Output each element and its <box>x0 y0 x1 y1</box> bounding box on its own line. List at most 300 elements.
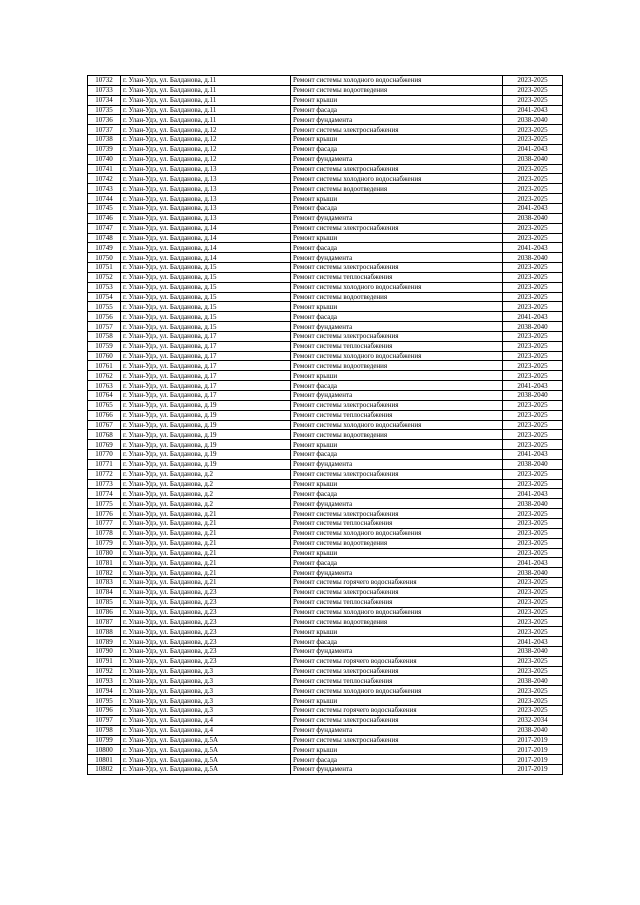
id-cell: 10741 <box>88 164 121 174</box>
address-cell: г. Улан-Удэ, ул. Балданова, д.19 <box>121 410 291 420</box>
table-row <box>88 558 563 568</box>
table-row <box>88 450 563 460</box>
table-row <box>88 509 563 519</box>
address-cell: г. Улан-Удэ, ул. Балданова, д.19 <box>121 420 291 430</box>
table-row <box>88 430 563 440</box>
table-row <box>88 459 563 469</box>
period-cell: 2023-2025 <box>503 627 563 637</box>
address-cell: г. Улан-Удэ, ул. Балданова, д.21 <box>121 528 291 538</box>
period-cell: 2038-2040 <box>503 391 563 401</box>
table-row <box>88 706 563 716</box>
period-cell: 2023-2025 <box>503 233 563 243</box>
period-cell: 2017-2019 <box>503 755 563 765</box>
work-type-cell: Ремонт системы водоотведения <box>291 430 503 440</box>
address-cell: г. Улан-Удэ, ул. Балданова, д.13 <box>121 203 291 213</box>
id-cell: 10784 <box>88 587 121 597</box>
table-row <box>88 263 563 273</box>
address-cell: г. Улан-Удэ, ул. Балданова, д.12 <box>121 154 291 164</box>
address-cell: г. Улан-Удэ, ул. Балданова, д.14 <box>121 253 291 263</box>
table-row <box>88 164 563 174</box>
table-row <box>88 312 563 322</box>
address-cell: г. Улан-Удэ, ул. Балданова, д.17 <box>121 351 291 361</box>
id-cell: 10785 <box>88 597 121 607</box>
id-cell: 10768 <box>88 430 121 440</box>
work-type-cell: Ремонт системы теплоснабжения <box>291 272 503 282</box>
period-cell: 2041-2043 <box>503 489 563 499</box>
table-row <box>88 76 563 86</box>
id-cell: 10790 <box>88 646 121 656</box>
table-row <box>88 282 563 292</box>
address-cell: г. Улан-Удэ, ул. Балданова, д.21 <box>121 518 291 528</box>
period-cell: 2023-2025 <box>503 686 563 696</box>
id-cell: 10776 <box>88 509 121 519</box>
id-cell: 10747 <box>88 223 121 233</box>
period-cell: 2038-2040 <box>503 459 563 469</box>
work-type-cell: Ремонт системы водоотведения <box>291 617 503 627</box>
address-cell: г. Улан-Удэ, ул. Балданова, д.15 <box>121 322 291 332</box>
address-cell: г. Улан-Удэ, ул. Балданова, д.23 <box>121 646 291 656</box>
work-type-cell: Ремонт фундамента <box>291 322 503 332</box>
address-cell: г. Улан-Удэ, ул. Балданова, д.13 <box>121 213 291 223</box>
id-cell: 10772 <box>88 469 121 479</box>
period-cell: 2032-2034 <box>503 715 563 725</box>
id-cell: 10764 <box>88 391 121 401</box>
table-row <box>88 617 563 627</box>
table-row <box>88 223 563 233</box>
work-type-cell: Ремонт системы холодного водоснабжения <box>291 607 503 617</box>
address-cell: г. Улан-Удэ, ул. Балданова, д.17 <box>121 371 291 381</box>
period-cell: 2023-2025 <box>503 479 563 489</box>
period-cell: 2023-2025 <box>503 607 563 617</box>
id-cell: 10779 <box>88 538 121 548</box>
id-cell: 10801 <box>88 755 121 765</box>
work-type-cell: Ремонт системы водоотведения <box>291 538 503 548</box>
id-cell: 10791 <box>88 656 121 666</box>
id-cell: 10780 <box>88 548 121 558</box>
address-cell: г. Улан-Удэ, ул. Балданова, д.15 <box>121 263 291 273</box>
work-type-cell: Ремонт фундамента <box>291 213 503 223</box>
table-row <box>88 765 563 775</box>
table-row <box>88 85 563 95</box>
period-cell: 2041-2043 <box>503 637 563 647</box>
address-cell: г. Улан-Удэ, ул. Балданова, д.5А <box>121 765 291 775</box>
work-type-cell: Ремонт крыши <box>291 627 503 637</box>
work-type-cell: Ремонт системы электроснабжения <box>291 125 503 135</box>
work-type-cell: Ремонт системы электроснабжения <box>291 666 503 676</box>
table-row <box>88 391 563 401</box>
table-row <box>88 735 563 745</box>
work-type-cell: Ремонт системы холодного водоснабжения <box>291 282 503 292</box>
work-type-cell: Ремонт системы электроснабжения <box>291 469 503 479</box>
table-row <box>88 253 563 263</box>
period-cell: 2017-2019 <box>503 765 563 775</box>
address-cell: г. Улан-Удэ, ул. Балданова, д.4 <box>121 715 291 725</box>
address-cell: г. Улан-Удэ, ул. Балданова, д.21 <box>121 578 291 588</box>
work-type-cell: Ремонт системы электроснабжения <box>291 735 503 745</box>
address-cell: г. Улан-Удэ, ул. Балданова, д.23 <box>121 627 291 637</box>
address-cell: г. Улан-Удэ, ул. Балданова, д.23 <box>121 597 291 607</box>
id-cell: 10781 <box>88 558 121 568</box>
address-cell: г. Улан-Удэ, ул. Балданова, д.13 <box>121 174 291 184</box>
period-cell: 2023-2025 <box>503 361 563 371</box>
address-cell: г. Улан-Удэ, ул. Балданова, д.5А <box>121 735 291 745</box>
period-cell: 2023-2025 <box>503 95 563 105</box>
id-cell: 10733 <box>88 85 121 95</box>
table-row <box>88 715 563 725</box>
work-type-cell: Ремонт системы электроснабжения <box>291 715 503 725</box>
period-cell: 2038-2040 <box>503 646 563 656</box>
table-row <box>88 479 563 489</box>
work-type-cell: Ремонт фасада <box>291 312 503 322</box>
id-cell: 10792 <box>88 666 121 676</box>
table-row <box>88 656 563 666</box>
address-cell: г. Улан-Удэ, ул. Балданова, д.15 <box>121 312 291 322</box>
work-type-cell: Ремонт системы холодного водоснабжения <box>291 528 503 538</box>
work-type-cell: Ремонт системы горячего водоснабжения <box>291 706 503 716</box>
address-cell: г. Улан-Удэ, ул. Балданова, д.23 <box>121 607 291 617</box>
address-cell: г. Улан-Удэ, ул. Балданова, д.15 <box>121 272 291 282</box>
period-cell: 2038-2040 <box>503 115 563 125</box>
work-type-cell: Ремонт фундамента <box>291 253 503 263</box>
period-cell: 2041-2043 <box>503 558 563 568</box>
table-row <box>88 194 563 204</box>
table-row <box>88 646 563 656</box>
table-row <box>88 135 563 145</box>
period-cell: 2023-2025 <box>503 548 563 558</box>
work-type-cell: Ремонт системы холодного водоснабжения <box>291 174 503 184</box>
work-type-cell: Ремонт системы теплоснабжения <box>291 341 503 351</box>
address-cell: г. Улан-Удэ, ул. Балданова, д.23 <box>121 617 291 627</box>
table-row <box>88 292 563 302</box>
period-cell: 2038-2040 <box>503 568 563 578</box>
table-row <box>88 686 563 696</box>
table-row <box>88 154 563 164</box>
table-row <box>88 105 563 115</box>
address-cell: г. Улан-Удэ, ул. Балданова, д.21 <box>121 548 291 558</box>
id-cell: 10742 <box>88 174 121 184</box>
id-cell: 10760 <box>88 351 121 361</box>
id-cell: 10799 <box>88 735 121 745</box>
period-cell: 2023-2025 <box>503 331 563 341</box>
table-row <box>88 469 563 479</box>
id-cell: 10802 <box>88 765 121 775</box>
work-type-cell: Ремонт системы электроснабжения <box>291 331 503 341</box>
period-cell: 2023-2025 <box>503 706 563 716</box>
period-cell: 2038-2040 <box>503 154 563 164</box>
id-cell: 10794 <box>88 686 121 696</box>
work-type-cell: Ремонт системы холодного водоснабжения <box>291 686 503 696</box>
period-cell: 2023-2025 <box>503 223 563 233</box>
work-type-cell: Ремонт фундамента <box>291 568 503 578</box>
work-type-cell: Ремонт фундамента <box>291 459 503 469</box>
work-type-cell: Ремонт системы электроснабжения <box>291 509 503 519</box>
address-cell: г. Улан-Удэ, ул. Балданова, д.14 <box>121 243 291 253</box>
address-cell: г. Улан-Удэ, ул. Балданова, д.13 <box>121 194 291 204</box>
id-cell: 10796 <box>88 706 121 716</box>
table-row <box>88 322 563 332</box>
address-cell: г. Улан-Удэ, ул. Балданова, д.2 <box>121 499 291 509</box>
id-cell: 10787 <box>88 617 121 627</box>
id-cell: 10797 <box>88 715 121 725</box>
work-type-cell: Ремонт крыши <box>291 95 503 105</box>
address-cell: г. Улан-Удэ, ул. Балданова, д.17 <box>121 341 291 351</box>
period-cell: 2023-2025 <box>503 85 563 95</box>
work-type-cell: Ремонт фундамента <box>291 154 503 164</box>
work-type-cell: Ремонт фасада <box>291 105 503 115</box>
address-cell: г. Улан-Удэ, ул. Балданова, д.12 <box>121 125 291 135</box>
id-cell: 10762 <box>88 371 121 381</box>
work-type-cell: Ремонт крыши <box>291 135 503 145</box>
id-cell: 10769 <box>88 440 121 450</box>
work-type-cell: Ремонт крыши <box>291 440 503 450</box>
address-cell: г. Улан-Удэ, ул. Балданова, д.11 <box>121 95 291 105</box>
id-cell: 10738 <box>88 135 121 145</box>
address-cell: г. Улан-Удэ, ул. Балданова, д.19 <box>121 440 291 450</box>
table-row <box>88 410 563 420</box>
table-row <box>88 174 563 184</box>
address-cell: г. Улан-Удэ, ул. Балданова, д.2 <box>121 489 291 499</box>
work-type-cell: Ремонт крыши <box>291 371 503 381</box>
period-cell: 2023-2025 <box>503 528 563 538</box>
address-cell: г. Улан-Удэ, ул. Балданова, д.12 <box>121 144 291 154</box>
period-cell: 2023-2025 <box>503 371 563 381</box>
table-row <box>88 302 563 312</box>
period-cell: 2038-2040 <box>503 676 563 686</box>
address-cell: г. Улан-Удэ, ул. Балданова, д.21 <box>121 568 291 578</box>
work-type-cell: Ремонт системы холодного водоснабжения <box>291 420 503 430</box>
address-cell: г. Улан-Удэ, ул. Балданова, д.2 <box>121 479 291 489</box>
period-cell: 2023-2025 <box>503 509 563 519</box>
address-cell: г. Улан-Удэ, ул. Балданова, д.19 <box>121 459 291 469</box>
period-cell: 2023-2025 <box>503 696 563 706</box>
table-row <box>88 233 563 243</box>
period-cell: 2023-2025 <box>503 341 563 351</box>
id-cell: 10786 <box>88 607 121 617</box>
address-cell: г. Улан-Удэ, ул. Балданова, д.19 <box>121 450 291 460</box>
work-type-cell: Ремонт фасада <box>291 450 503 460</box>
table-row <box>88 420 563 430</box>
table-row <box>88 144 563 154</box>
id-cell: 10759 <box>88 341 121 351</box>
period-cell: 2023-2025 <box>503 76 563 86</box>
id-cell: 10770 <box>88 450 121 460</box>
work-type-cell: Ремонт крыши <box>291 745 503 755</box>
id-cell: 10756 <box>88 312 121 322</box>
work-type-cell: Ремонт фундамента <box>291 115 503 125</box>
work-type-cell: Ремонт системы холодного водоснабжения <box>291 76 503 86</box>
work-type-cell: Ремонт фасада <box>291 381 503 391</box>
id-cell: 10782 <box>88 568 121 578</box>
id-cell: 10789 <box>88 637 121 647</box>
period-cell: 2023-2025 <box>503 410 563 420</box>
period-cell: 2023-2025 <box>503 135 563 145</box>
table-row <box>88 243 563 253</box>
work-type-cell: Ремонт фасада <box>291 637 503 647</box>
id-cell: 10749 <box>88 243 121 253</box>
address-cell: г. Улан-Удэ, ул. Балданова, д.17 <box>121 381 291 391</box>
work-type-cell: Ремонт фасада <box>291 243 503 253</box>
period-cell: 2023-2025 <box>503 420 563 430</box>
period-cell: 2041-2043 <box>503 312 563 322</box>
table-row <box>88 518 563 528</box>
address-cell: г. Улан-Удэ, ул. Балданова, д.21 <box>121 509 291 519</box>
period-cell: 2023-2025 <box>503 302 563 312</box>
work-type-cell: Ремонт системы теплоснабжения <box>291 518 503 528</box>
id-cell: 10793 <box>88 676 121 686</box>
work-type-cell: Ремонт фасада <box>291 755 503 765</box>
table-row <box>88 341 563 351</box>
id-cell: 10754 <box>88 292 121 302</box>
address-cell: г. Улан-Удэ, ул. Балданова, д.3 <box>121 686 291 696</box>
table-row <box>88 213 563 223</box>
work-type-cell: Ремонт системы водоотведения <box>291 361 503 371</box>
table-row <box>88 568 563 578</box>
work-type-cell: Ремонт системы электроснабжения <box>291 400 503 410</box>
id-cell: 10743 <box>88 184 121 194</box>
table-row <box>88 489 563 499</box>
period-cell: 2023-2025 <box>503 125 563 135</box>
address-cell: г. Улан-Удэ, ул. Балданова, д.23 <box>121 637 291 647</box>
work-type-cell: Ремонт системы теплоснабжения <box>291 597 503 607</box>
id-cell: 10783 <box>88 578 121 588</box>
id-cell: 10736 <box>88 115 121 125</box>
id-cell: 10746 <box>88 213 121 223</box>
id-cell: 10758 <box>88 331 121 341</box>
address-cell: г. Улан-Удэ, ул. Балданова, д.17 <box>121 331 291 341</box>
id-cell: 10798 <box>88 725 121 735</box>
table-row <box>88 676 563 686</box>
id-cell: 10744 <box>88 194 121 204</box>
table-row <box>88 755 563 765</box>
period-cell: 2023-2025 <box>503 666 563 676</box>
period-cell: 2038-2040 <box>503 253 563 263</box>
table-row <box>88 548 563 558</box>
address-cell: г. Улан-Удэ, ул. Балданова, д.3 <box>121 706 291 716</box>
work-type-cell: Ремонт крыши <box>291 194 503 204</box>
table-row <box>88 184 563 194</box>
period-cell: 2041-2043 <box>503 144 563 154</box>
id-cell: 10752 <box>88 272 121 282</box>
period-cell: 2023-2025 <box>503 272 563 282</box>
period-cell: 2023-2025 <box>503 587 563 597</box>
work-type-cell: Ремонт фасада <box>291 489 503 499</box>
work-type-cell: Ремонт системы горячего водоснабжения <box>291 578 503 588</box>
address-cell: г. Улан-Удэ, ул. Балданова, д.21 <box>121 538 291 548</box>
work-type-cell: Ремонт фундамента <box>291 725 503 735</box>
period-cell: 2023-2025 <box>503 597 563 607</box>
id-cell: 10775 <box>88 499 121 509</box>
id-cell: 10771 <box>88 459 121 469</box>
address-cell: г. Улан-Удэ, ул. Балданова, д.21 <box>121 558 291 568</box>
work-type-cell: Ремонт фасада <box>291 558 503 568</box>
table-row <box>88 637 563 647</box>
table-row <box>88 203 563 213</box>
id-cell: 10777 <box>88 518 121 528</box>
period-cell: 2023-2025 <box>503 578 563 588</box>
address-cell: г. Улан-Удэ, ул. Балданова, д.19 <box>121 400 291 410</box>
work-type-cell: Ремонт фасада <box>291 203 503 213</box>
period-cell: 2023-2025 <box>503 164 563 174</box>
period-cell: 2023-2025 <box>503 292 563 302</box>
period-cell: 2023-2025 <box>503 174 563 184</box>
table-row <box>88 499 563 509</box>
address-cell: г. Улан-Удэ, ул. Балданова, д.23 <box>121 587 291 597</box>
table-row <box>88 361 563 371</box>
id-cell: 10763 <box>88 381 121 391</box>
period-cell: 2023-2025 <box>503 538 563 548</box>
table-row <box>88 440 563 450</box>
period-cell: 2023-2025 <box>503 430 563 440</box>
id-cell: 10739 <box>88 144 121 154</box>
period-cell: 2041-2043 <box>503 203 563 213</box>
period-cell: 2023-2025 <box>503 194 563 204</box>
work-type-cell: Ремонт системы электроснабжения <box>291 164 503 174</box>
id-cell: 10737 <box>88 125 121 135</box>
table-row <box>88 381 563 391</box>
table-row <box>88 607 563 617</box>
address-cell: г. Улан-Удэ, ул. Балданова, д.11 <box>121 76 291 86</box>
table-row <box>88 696 563 706</box>
work-type-cell: Ремонт системы электроснабжения <box>291 263 503 273</box>
work-type-cell: Ремонт системы водоотведения <box>291 292 503 302</box>
period-cell: 2023-2025 <box>503 184 563 194</box>
period-cell: 2041-2043 <box>503 381 563 391</box>
period-cell: 2038-2040 <box>503 499 563 509</box>
table-row <box>88 125 563 135</box>
work-type-cell: Ремонт крыши <box>291 302 503 312</box>
work-type-cell: Ремонт системы теплоснабжения <box>291 676 503 686</box>
address-cell: г. Улан-Удэ, ул. Балданова, д.11 <box>121 105 291 115</box>
period-cell: 2023-2025 <box>503 518 563 528</box>
address-cell: г. Улан-Удэ, ул. Балданова, д.13 <box>121 164 291 174</box>
table-row <box>88 351 563 361</box>
id-cell: 10774 <box>88 489 121 499</box>
table-row <box>88 597 563 607</box>
work-type-cell: Ремонт системы водоотведения <box>291 85 503 95</box>
id-cell: 10778 <box>88 528 121 538</box>
work-type-cell: Ремонт фасада <box>291 144 503 154</box>
table-row <box>88 745 563 755</box>
period-cell: 2038-2040 <box>503 725 563 735</box>
table-row <box>88 272 563 282</box>
table-row <box>88 371 563 381</box>
address-cell: г. Улан-Удэ, ул. Балданова, д.15 <box>121 292 291 302</box>
period-cell: 2041-2043 <box>503 105 563 115</box>
period-cell: 2038-2040 <box>503 213 563 223</box>
table-row <box>88 400 563 410</box>
period-cell: 2023-2025 <box>503 400 563 410</box>
id-cell: 10755 <box>88 302 121 312</box>
id-cell: 10750 <box>88 253 121 263</box>
address-cell: г. Улан-Удэ, ул. Балданова, д.12 <box>121 135 291 145</box>
id-cell: 10753 <box>88 282 121 292</box>
address-cell: г. Улан-Удэ, ул. Балданова, д.13 <box>121 184 291 194</box>
address-cell: г. Улан-Удэ, ул. Балданова, д.19 <box>121 430 291 440</box>
table-row <box>88 528 563 538</box>
id-cell: 10766 <box>88 410 121 420</box>
id-cell: 10788 <box>88 627 121 637</box>
id-cell: 10761 <box>88 361 121 371</box>
id-cell: 10773 <box>88 479 121 489</box>
table-row <box>88 587 563 597</box>
period-cell: 2041-2043 <box>503 450 563 460</box>
work-type-cell: Ремонт крыши <box>291 233 503 243</box>
period-cell: 2023-2025 <box>503 469 563 479</box>
address-cell: г. Улан-Удэ, ул. Балданова, д.11 <box>121 115 291 125</box>
work-type-cell: Ремонт крыши <box>291 548 503 558</box>
period-cell: 2023-2025 <box>503 282 563 292</box>
table-row <box>88 331 563 341</box>
